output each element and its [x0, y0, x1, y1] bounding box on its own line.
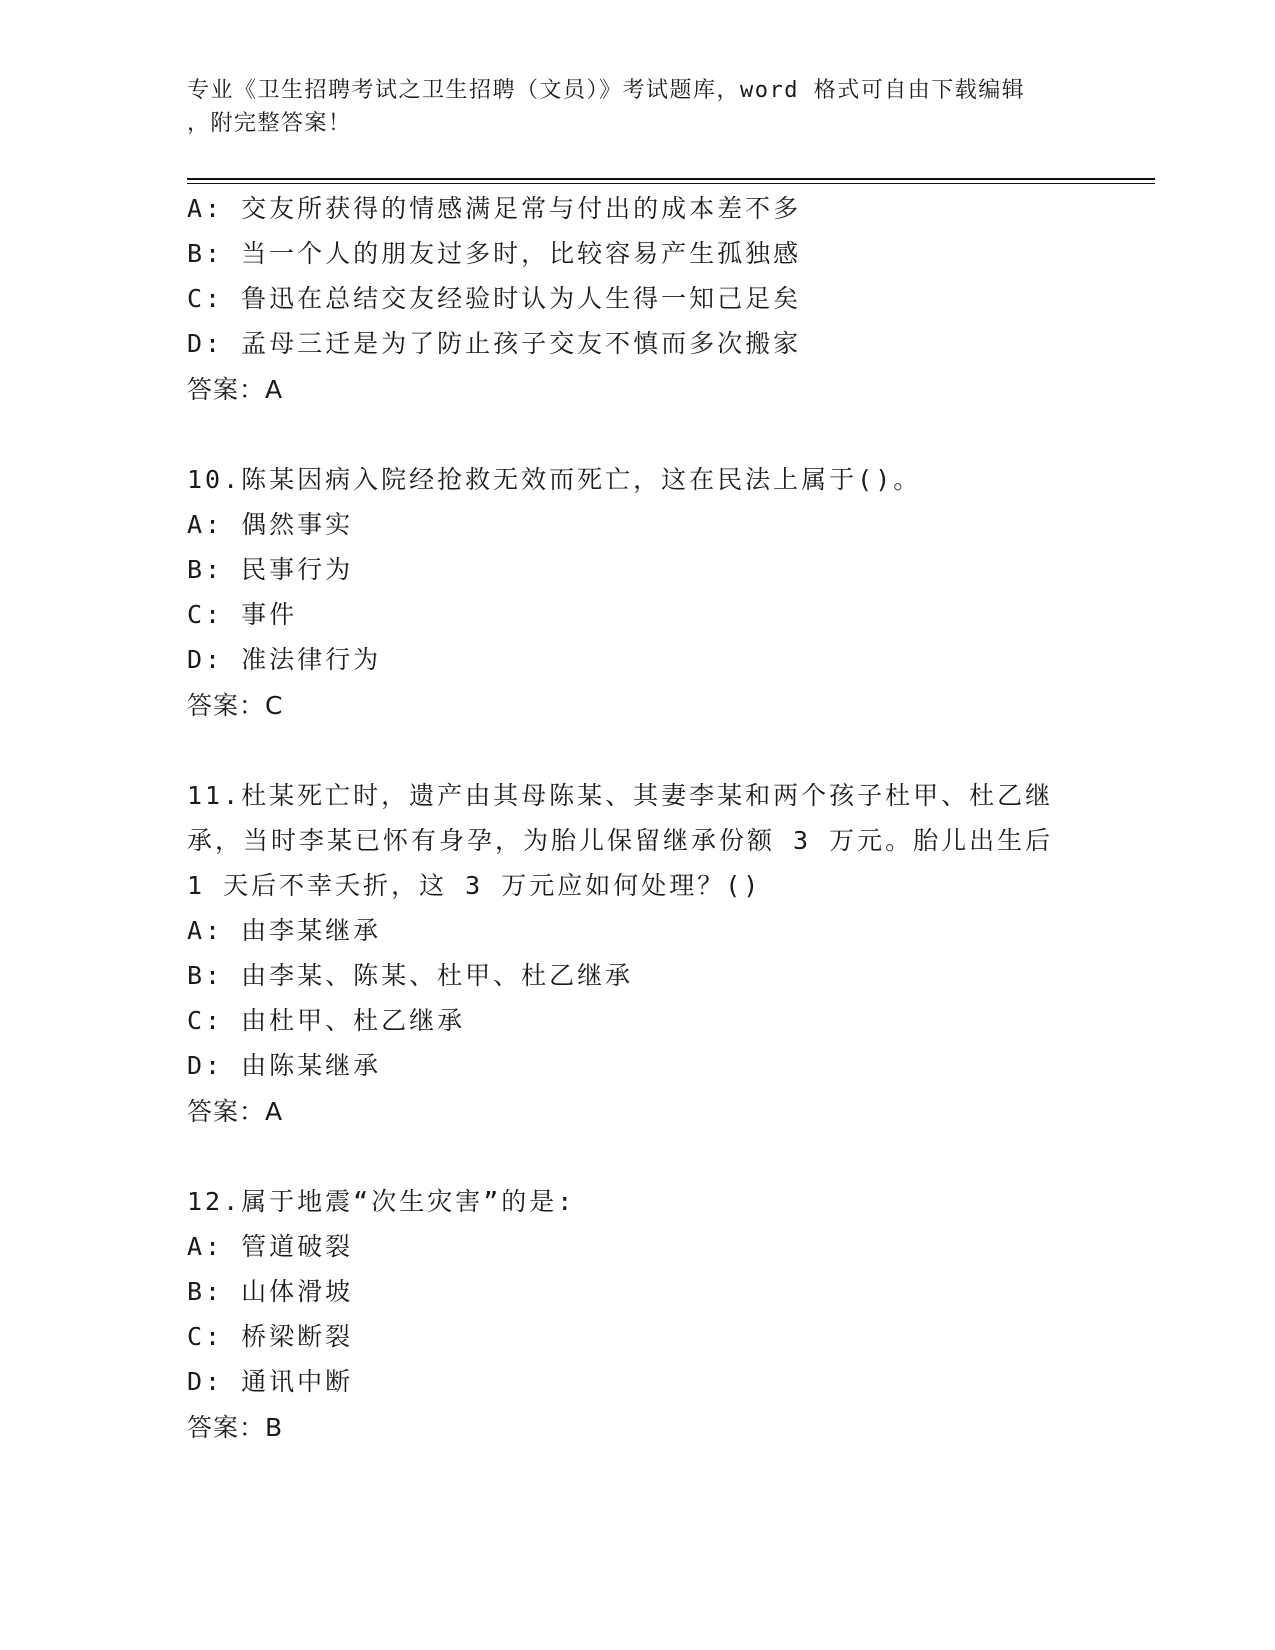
- q12-option-b: B: 山体滑坡: [187, 1277, 354, 1306]
- q11-option-d: D: 由陈某继承: [187, 1051, 382, 1080]
- q9-answer: 答案：A: [187, 375, 284, 404]
- header-rule-thick: [187, 178, 1155, 180]
- header-rule-thin: [187, 183, 1155, 184]
- q9-option-c: C: 鲁迅在总结交友经验时认为人生得一知己足矣: [187, 284, 802, 313]
- q9-option-a: A: 交友所获得的情感满足常与付出的成本差不多: [187, 194, 802, 223]
- q12-stem: 12.属于地震“次生灾害”的是:: [187, 1187, 576, 1216]
- q12-answer: 答案：B: [187, 1413, 284, 1442]
- header-line-1: 专业《卫生招聘考试之卫生招聘（文员）》考试题库，word 格式可自由下载编辑: [187, 78, 1026, 103]
- q11-option-a: A: 由李某继承: [187, 916, 382, 945]
- q11-stem-line-3: 1 天后不幸夭折，这 3 万元应如何处理？(): [187, 871, 762, 900]
- q10-option-c: C: 事件: [187, 600, 298, 629]
- q11-option-b: B: 由李某、陈某、杜甲、杜乙继承: [187, 961, 634, 990]
- q10-option-d: D: 准法律行为: [187, 645, 382, 674]
- header-line-2: ，附完整答案！: [187, 111, 352, 136]
- q11-answer: 答案：A: [187, 1097, 284, 1126]
- q10-option-a: A: 偶然事实: [187, 510, 354, 539]
- q9-option-b: B: 当一个人的朋友过多时，比较容易产生孤独感: [187, 239, 802, 268]
- document-header: [187, 74, 1067, 140]
- q12-option-c: C: 桥梁断裂: [187, 1322, 354, 1351]
- q10-answer: 答案：C: [187, 691, 284, 720]
- q11-stem-line-1: 11.杜某死亡时，遗产由其母陈某、其妻李某和两个孩子杜甲、杜乙继: [187, 781, 1054, 810]
- q12-option-d: D: 通讯中断: [187, 1367, 354, 1396]
- q10-option-b: B: 民事行为: [187, 555, 354, 584]
- q10-stem: 10.陈某因病入院经抢救无效而死亡，这在民法上属于()。: [187, 465, 922, 494]
- q11-stem-line-2: 承，当时李某已怀有身孕，为胎儿保留继承份额 3 万元。胎儿出生后: [187, 826, 1054, 855]
- q11-option-c: C: 由杜甲、杜乙继承: [187, 1006, 466, 1035]
- q9-option-d: D: 孟母三迁是为了防止孩子交友不慎而多次搬家: [187, 329, 802, 358]
- q12-option-a: A: 管道破裂: [187, 1232, 354, 1261]
